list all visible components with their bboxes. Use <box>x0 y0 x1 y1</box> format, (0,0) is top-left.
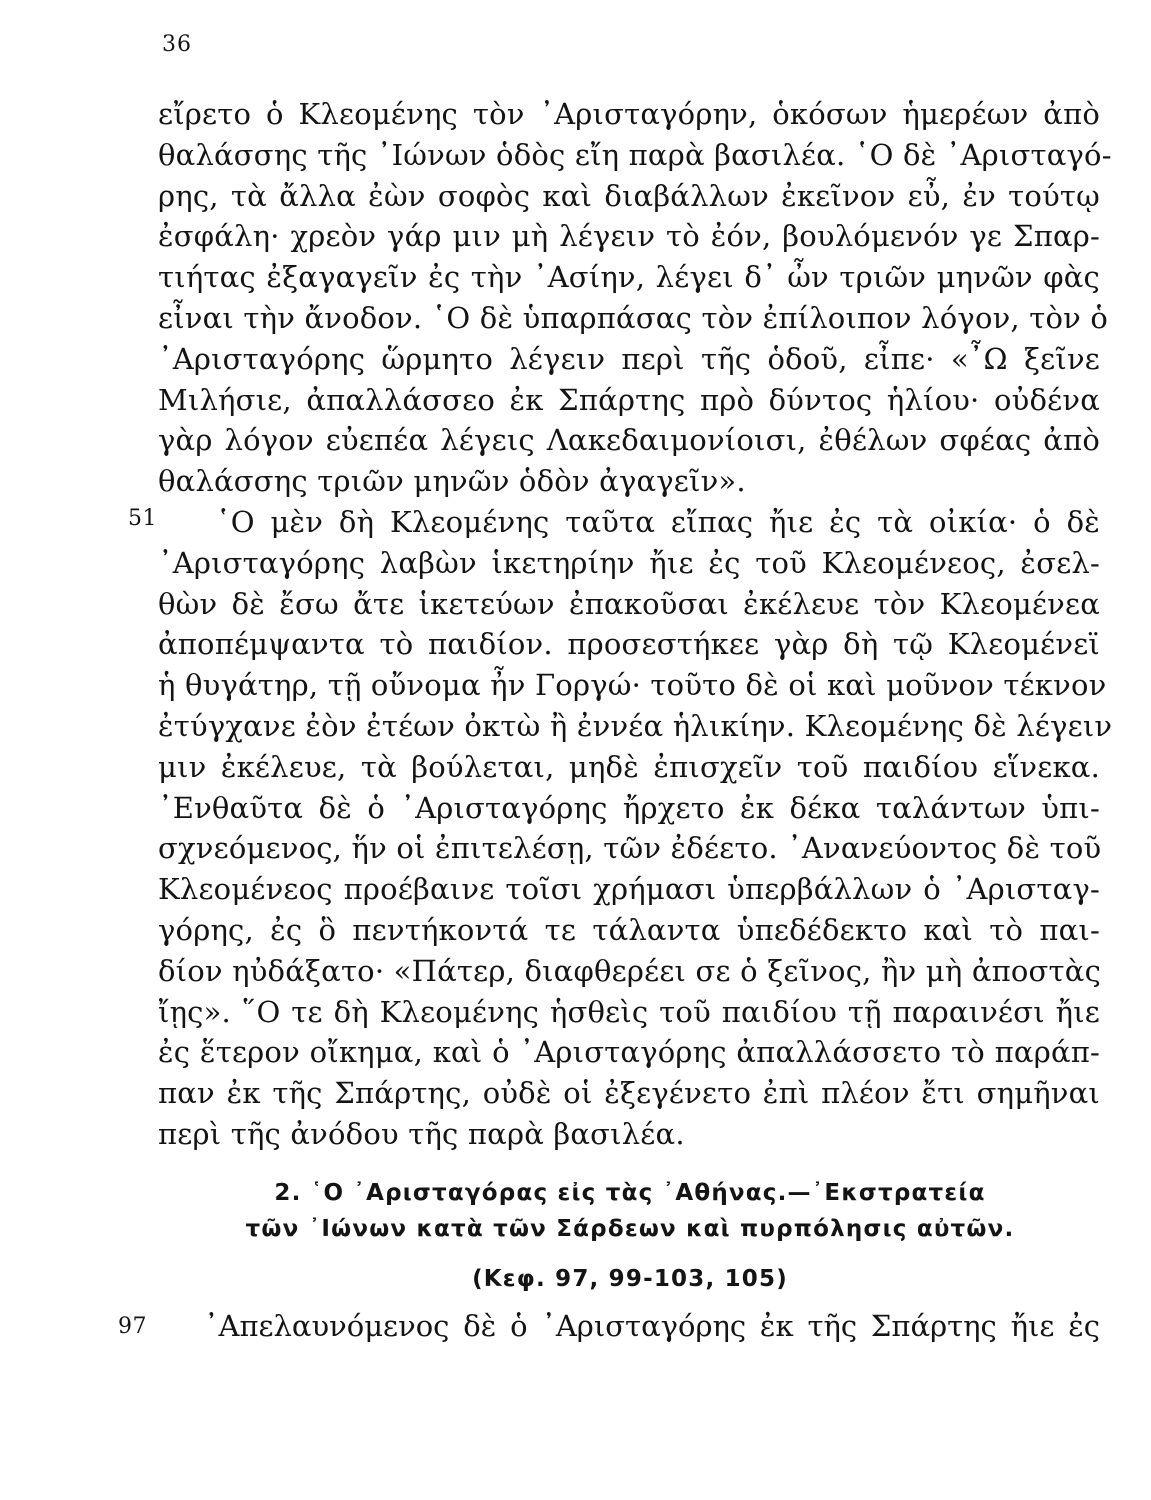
text-line: ρης, τὰ ἄλλα ἐὼν σοφὸς καὶ διαβάλλων ἐκεῖνον εὖ, ἐν τούτῳ <box>158 178 1100 213</box>
chapter-number-97: 97 <box>118 1314 147 1339</box>
text-line: ἡ θυγάτηρ, τῇ οὔνομα ἦν Γοργώ· τοῦτο δὲ οἱ καὶ μοῦνον τέκνον <box>158 668 1107 703</box>
chapter-number-51: 51 <box>128 506 157 531</box>
text-line: Μιλήσιε, ἀπαλλάσσεο ἐκ Σπάρτης πρὸ δύντος ἡλίου· οὐδένα <box>158 382 1100 417</box>
text-line: θαλάσσης τῆς ᾿Ιώνων ὁδὸς εἴη παρὰ βασιλέα. ῾Ο δὲ ᾿Aρισταγό- <box>158 137 1112 172</box>
text-line: ᾿Αρισταγόρης λαβὼν ἱκετηρίην ἤιε ἐς τοῦ Κλεομένεος, ἐσελ- <box>158 545 1100 580</box>
text-line: ἐτύγχανε ἐὸν ἐτέων ὀκτὼ ἢ ἐννέα ἡλικίην. Κλεομένης δὲ λέγειν <box>158 708 1113 743</box>
text-line: θὼν δὲ ἔσω ἄτε ἱκετεύων ἐπακοῦσαι ἐκέλευε τὸν Κλεομένεα <box>158 586 1100 621</box>
text-line: γόρης, ἐς ὃ πεντήκοντά τε τάλαντα ὑπεδέδεκτο καὶ τὸ παι- <box>158 912 1100 947</box>
text-line: τιήτας ἐξαγαγεῖν ἐς τὴν ᾿Ασίην, λέγει δ᾿ ὦν τριῶν μηνῶν φὰς <box>158 260 1100 295</box>
text-line: περὶ τῆς ἀνόδου τῆς παρὰ βασιλέα. <box>158 1116 685 1151</box>
text-line: ἐς ἕτερον οἴκημα, καὶ ὁ ᾿Αρισταγόρης ἀπαλλάσσετο τὸ παράπ- <box>158 1035 1100 1070</box>
text-line: δίον ηὐδάξατο· «Πάτερ, διαφθερέει σε ὁ ξεῖνος, ἢν μὴ ἀποστὰς <box>158 953 1102 988</box>
page-number: 36 <box>162 32 192 57</box>
text-line: παν ἐκ τῆς Σπάρτης, οὐδὲ οἱ ἐξεγένετο ἐπὶ πλέον ἔτι σημῆναι <box>158 1076 1100 1111</box>
text-line: ῾Ο μὲν δὴ Κλεομένης ταῦτα εἴπας ἤιε ἐς τὰ οἰκία· ὁ δὲ <box>216 504 1100 539</box>
section-heading-line-2: τῶν ᾿Ιώνων κατὰ τῶν Σάρδεων καὶ πυρπόλησις αὐτῶν. <box>245 1216 1015 1242</box>
text-line: σχνεόμενος, ἥν οἱ ἐπιτελέσῃ, τῶν ἐδέετο. ᾿Ανανεύοντος δὲ τοῦ <box>158 831 1102 866</box>
text-line: γὰρ λόγον εὐεπέα λέγεις Λακεδαιμονίοισι, ἐθέλων σφέας ἀπὸ <box>158 423 1100 458</box>
text-line: μιν ἐκέλευε, τὰ βούλεται, μηδὲ ἐπισχεῖν τοῦ παιδίου εἵνεκα. <box>158 749 1100 784</box>
text-line: ᾿Ενθαῦτα δὲ ὁ ᾿Αρισταγόρης ἤρχετο ἐκ δέκα ταλάντων ὑπι- <box>158 790 1100 825</box>
text-line: ἀποπέμψαντα τὸ παιδίον. προσεστήκεε γὰρ δὴ τῷ Κλεομένεϊ <box>158 627 1100 662</box>
main-text <box>158 94 1113 1155</box>
text-line: ἴῃς». ῞Ο τε δὴ Κλεομένης ἡσθεὶς τοῦ παιδίου τῇ παραινέσι ἤιε <box>158 994 1100 1029</box>
text-line: ἐσφάλη· χρεὸν γάρ μιν μὴ λέγειν τὸ ἐόν, βουλόμενόν γε Σπαρ- <box>158 219 1100 254</box>
section-heading-chapters: (Κεφ. 97, 99-103, 105) <box>472 1266 788 1292</box>
text-line: Κλεομένεος προέβαινε τοῖσι χρήμασι ὑπερβάλλων ὁ ᾿Αρισταγ- <box>158 872 1100 907</box>
text-line: ᾿Απελαυνόμενος δὲ ὁ ᾿Αρισταγόρης ἐκ τῆς Σπάρτης ἤιε ἐς <box>204 1309 1100 1343</box>
text-line: εἴρετο ὁ Κλεομένης τὸν ᾿Αρισταγόρην, ὁκόσων ἡμερέων ἀπὸ <box>158 97 1100 131</box>
text-line: εἶναι τὴν ἄνοδον. ῾Ο δὲ ὑπαρπάσας τὸν ἐπίλοιπον λόγον, τὸν ὁ <box>158 300 1109 335</box>
text-line: θαλάσσης τριῶν μηνῶν ὁδὸν ἀγαγεῖν». <box>158 464 746 499</box>
section-heading-line-1: 2. ῾Ο ᾿Αρισταγόρας εἰς τὰς ᾿Αθήνας.—᾿Εκστρατεία <box>274 1180 986 1206</box>
text-line: ᾿Αρισταγόρης ὥρμητο λέγειν περὶ τῆς ὁδοῦ, εἶπε· «῏Ω ξεῖνε <box>158 341 1100 376</box>
